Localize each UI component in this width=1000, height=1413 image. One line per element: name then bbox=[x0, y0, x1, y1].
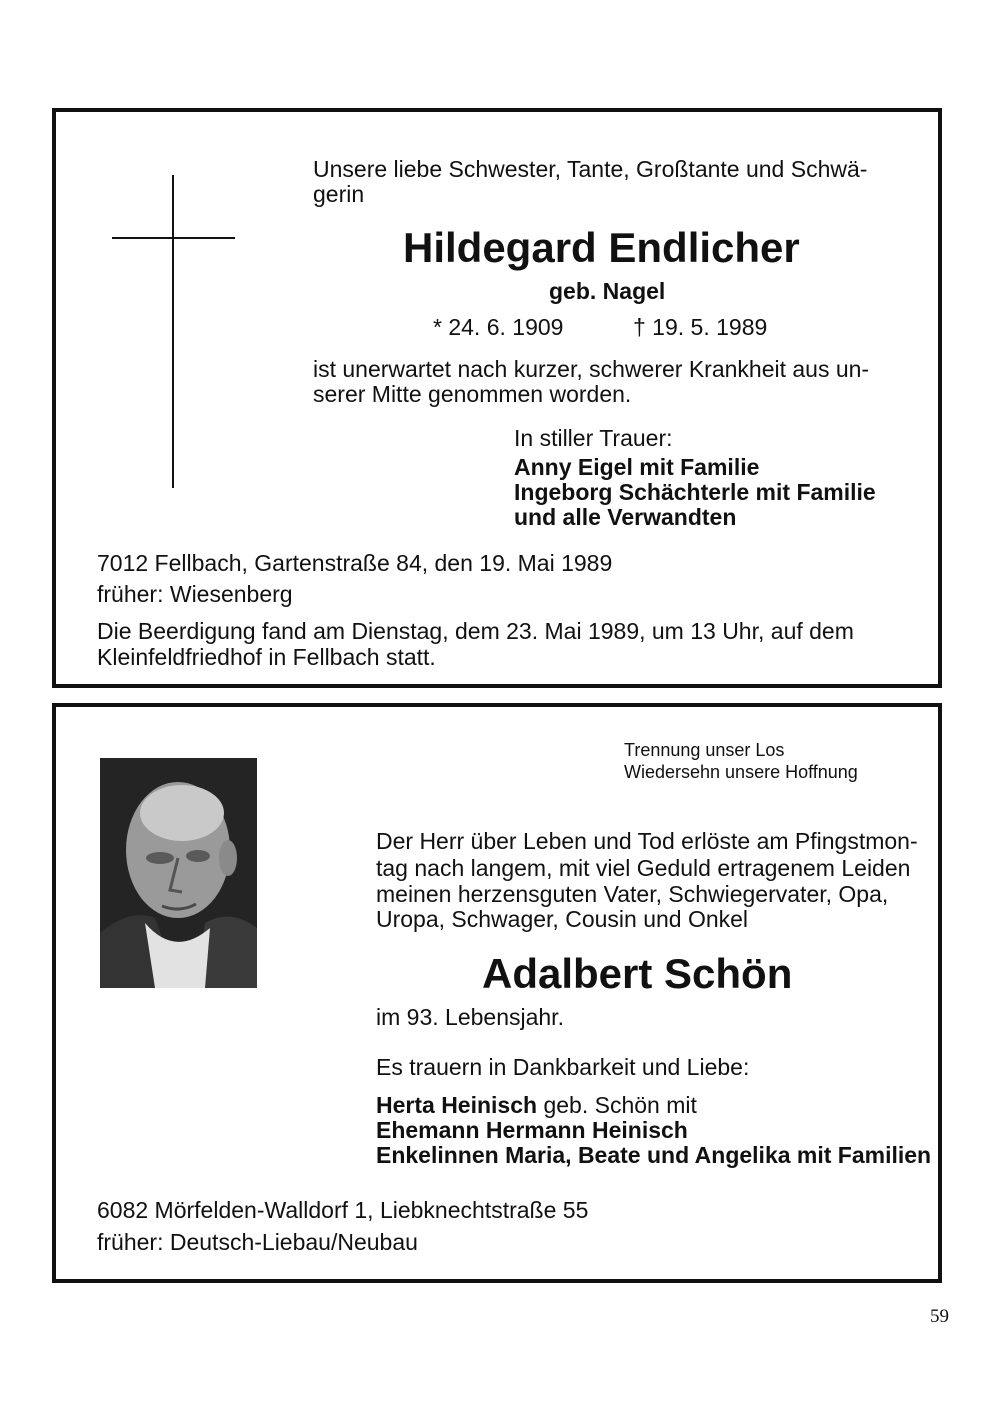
mourner-detail: geb. Schön mit bbox=[537, 1092, 697, 1118]
mourning-label: Es trauern in Dankbarkeit und Liebe: bbox=[376, 1054, 750, 1080]
notice-text-line-1: Der Herr über Leben und Tod erlöste am Pfingstmon- bbox=[376, 828, 918, 854]
intro-line-2: gerin bbox=[313, 181, 365, 207]
mourner-line: und alle Verwandten bbox=[514, 504, 737, 530]
mourner-line: Enkelinnen Maria, Beate und Angelika mit Familien bbox=[376, 1142, 932, 1168]
address: 6082 Mörfelden-Walldorf 1, Liebknechtstraße 55 bbox=[97, 1197, 589, 1223]
intro-line-1: Unsere liebe Schwester, Tante, Großtante und Schwä- bbox=[313, 156, 868, 182]
birth-date: * 24. 6. 1909 bbox=[433, 314, 564, 340]
page-number: 59 bbox=[930, 1306, 949, 1327]
former-residence: früher: Deutsch-Liebau/Neubau bbox=[97, 1229, 418, 1255]
notice-text-line-2: tag nach langem, mit viel Geduld ertragenem Leiden bbox=[376, 855, 911, 881]
notice-text-line-4: Uropa, Schwager, Cousin und Onkel bbox=[376, 906, 749, 932]
death-date: † 19. 5. 1989 bbox=[633, 314, 768, 340]
motto-line-1: Trennung unser Los bbox=[624, 740, 785, 760]
mourner-line: Ehemann Hermann Heinisch bbox=[376, 1117, 688, 1143]
notice-text-line-1: ist unerwartet nach kurzer, schwerer Krankheit aus un- bbox=[313, 356, 870, 382]
mourner-line: Anny Eigel mit Familie bbox=[514, 454, 760, 480]
former-residence: früher: Wiesenberg bbox=[97, 581, 293, 607]
maiden-name: geb. Nagel bbox=[549, 278, 666, 304]
mourner-line bbox=[376, 1093, 697, 1118]
funeral-line-2: Kleinfeldfriedhof in Fellbach statt. bbox=[97, 644, 436, 670]
funeral-line-1: Die Beerdigung fand am Dienstag, dem 23. Mai 1989, um 13 Uhr, auf dem bbox=[97, 618, 854, 644]
portrait-photo bbox=[100, 758, 257, 988]
deceased-name: Hildegard Endlicher bbox=[403, 224, 800, 271]
age-line: im 93. Lebensjahr. bbox=[376, 1004, 564, 1030]
cross-icon bbox=[172, 175, 174, 488]
notice-text-line-3: meinen herzensguten Vater, Schwiegervater, Opa, bbox=[376, 881, 889, 907]
motto-line-2: Wiedersehn unsere Hoffnung bbox=[624, 762, 858, 782]
deceased-name: Adalbert Schön bbox=[482, 950, 793, 997]
notice-text-line-2: serer Mitte genommen worden. bbox=[313, 381, 632, 407]
mourner-line: Ingeborg Schächterle mit Familie bbox=[514, 479, 876, 505]
mourning-label: In stiller Trauer: bbox=[514, 425, 673, 451]
mourner-name: Herta Heinisch bbox=[376, 1092, 538, 1118]
portrait-image bbox=[100, 758, 257, 988]
cross-icon-bar bbox=[112, 237, 235, 239]
address: 7012 Fellbach, Gartenstraße 84, den 19. Mai 1989 bbox=[97, 550, 613, 576]
